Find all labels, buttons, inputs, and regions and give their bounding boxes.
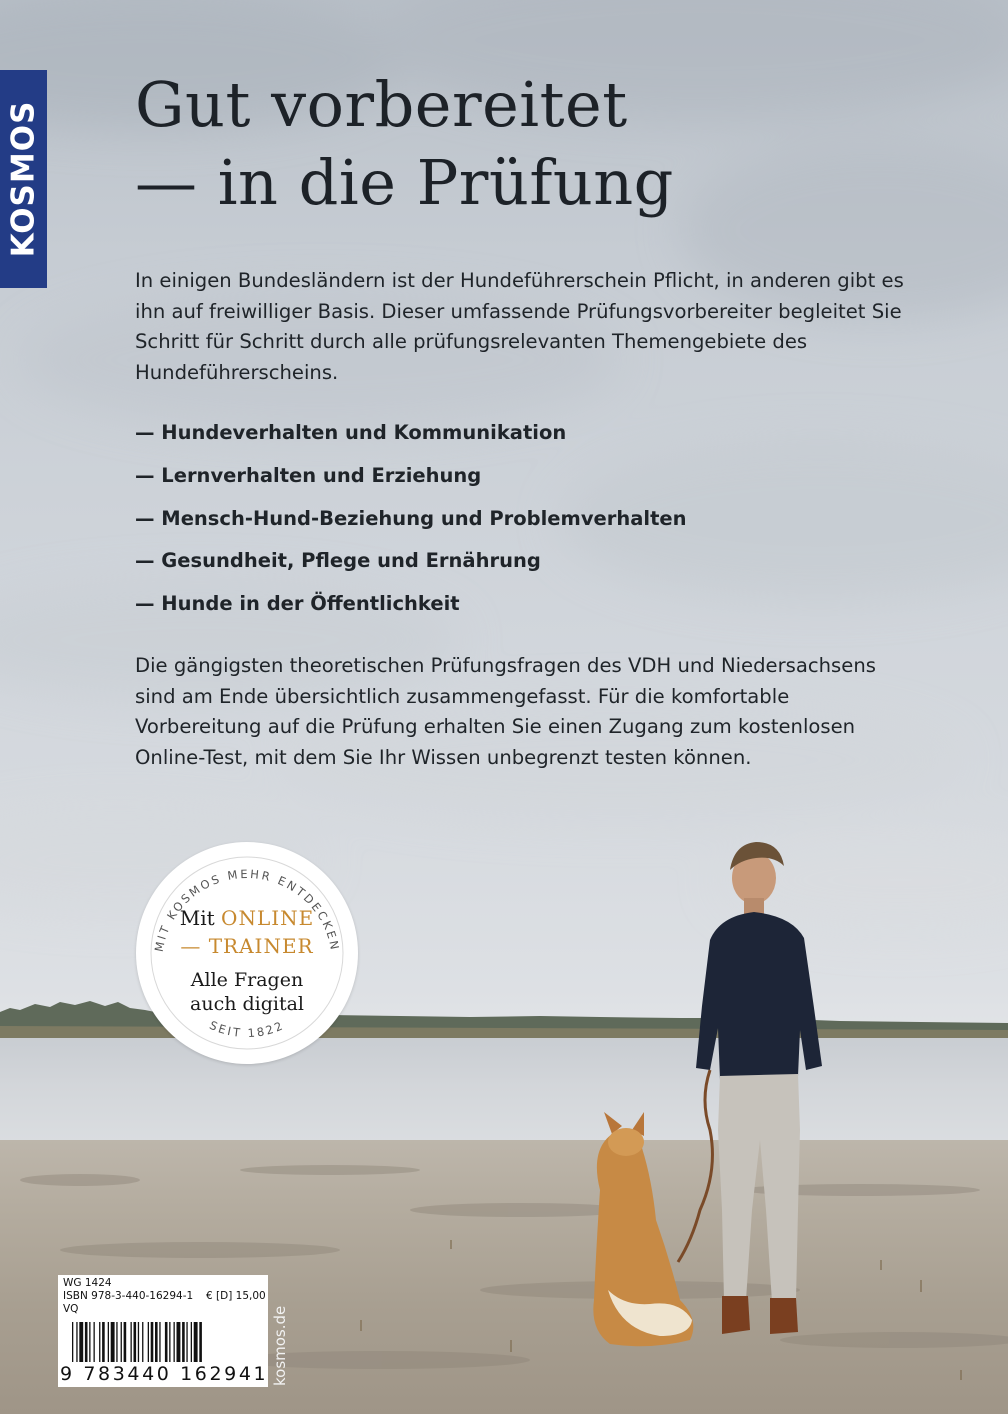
man-trousers bbox=[718, 1074, 800, 1302]
topic-item: — Lernverhalten und Erziehung bbox=[135, 463, 482, 487]
barcode-bar bbox=[182, 1322, 185, 1362]
headline bbox=[135, 66, 955, 222]
badge-online: ONLINE bbox=[221, 906, 315, 930]
barcode-bar bbox=[85, 1322, 88, 1362]
barcode-bar bbox=[89, 1322, 90, 1362]
barcode-bar bbox=[121, 1322, 122, 1362]
badge-trainer: — TRAINER bbox=[180, 934, 314, 958]
website-label bbox=[271, 1276, 287, 1386]
barcode-code: VQ bbox=[63, 1303, 79, 1315]
barcode-bar bbox=[102, 1322, 105, 1362]
badge-line-1 bbox=[136, 906, 358, 930]
barcode-bar bbox=[186, 1322, 187, 1362]
brand-logo-text: KOSMOS bbox=[5, 100, 42, 258]
intro-paragraph: In einigen Bundesländern ist der Hundeführerschein Pflicht, in anderen gibt es ihn auf freiwilliger Basis. Dieser umfassende Prüfungsvorbereiter begleitet Sie Schritt für Schritt durch alle prüfungsrelevanten Themengebiete des Hundeführerscheins. bbox=[135, 269, 904, 384]
headline-line-2: — in die Prüfung bbox=[135, 146, 674, 219]
barcode-bar bbox=[79, 1322, 83, 1362]
badge-mit: Mit bbox=[179, 906, 215, 930]
man-and-dog-photo bbox=[560, 830, 860, 1350]
badge-line-4: auch digital bbox=[190, 993, 304, 1015]
barcode-bar bbox=[174, 1322, 175, 1362]
barcode-bar bbox=[148, 1322, 149, 1362]
barcode-bar bbox=[131, 1322, 132, 1362]
online-trainer-badge bbox=[136, 842, 358, 1064]
topic-item: — Hundeverhalten und Kommunikation bbox=[135, 421, 567, 444]
barcode-bar bbox=[72, 1322, 73, 1362]
barcode-bar bbox=[199, 1322, 202, 1362]
badge-ring-bottom-text: SEIT 1822 bbox=[207, 1017, 287, 1041]
barcode-bar bbox=[151, 1322, 154, 1362]
barcode-bar bbox=[177, 1322, 181, 1362]
barcode-isbn: ISBN 978-3-440-16294-1 bbox=[63, 1290, 194, 1302]
barcode-bar bbox=[99, 1322, 100, 1362]
barcode-bar bbox=[165, 1322, 168, 1362]
barcode-bar bbox=[111, 1322, 115, 1362]
barcode-bar bbox=[76, 1322, 77, 1362]
barcode-bar bbox=[108, 1322, 109, 1362]
barcode-bar bbox=[134, 1322, 137, 1362]
barcode-bar bbox=[191, 1322, 192, 1362]
barcode-bar bbox=[124, 1322, 127, 1362]
topic-item: — Gesundheit, Pflege und Ernährung bbox=[135, 549, 541, 573]
barcode-bar bbox=[142, 1322, 143, 1362]
barcode-number: 9 783440 162941 bbox=[60, 1363, 269, 1385]
outro-paragraph: Die gängigsten theoretischen Prüfungsfragen des VDH und Niedersachsens sind am Ende übersichtlich zusammengefasst. Für die komfortable Vorbereitung auf die Prüfung erhalten Sie einen Zugang zum kostenlosen Online-Test, mit dem Sie Ihr Wissen unbegrenzt testen können. bbox=[135, 654, 876, 769]
website-text: kosmos.de bbox=[271, 1305, 289, 1386]
headline-line-1: Gut vorbereitet bbox=[135, 68, 628, 141]
topic-list bbox=[135, 418, 687, 632]
badge-ring-top-text: MIT KOSMOS MEHR ENTDECKEN bbox=[151, 866, 343, 953]
barcode-bar bbox=[169, 1322, 170, 1362]
man-sweater bbox=[696, 912, 822, 1080]
barcode-bar bbox=[138, 1322, 139, 1362]
topic-item: — Hunde in der Öffentlichkeit bbox=[135, 592, 460, 616]
isbn-barcode-block bbox=[58, 1275, 268, 1387]
topic-item: — Mensch-Hund-Beziehung und Problemverhalten bbox=[135, 506, 687, 530]
barcode-wg: WG 1424 bbox=[63, 1277, 112, 1289]
barcode-bar bbox=[159, 1322, 160, 1362]
kosmos-logo-strip bbox=[0, 70, 47, 288]
badge-line-3: Alle Fragen bbox=[190, 969, 304, 991]
barcode-bar bbox=[94, 1322, 95, 1362]
barcode-bar bbox=[194, 1322, 198, 1362]
barcode-bars bbox=[72, 1322, 256, 1362]
barcode-bar bbox=[155, 1322, 158, 1362]
barcode-price: € [D] 15,00 bbox=[206, 1290, 266, 1302]
barcode-bar bbox=[116, 1322, 117, 1362]
